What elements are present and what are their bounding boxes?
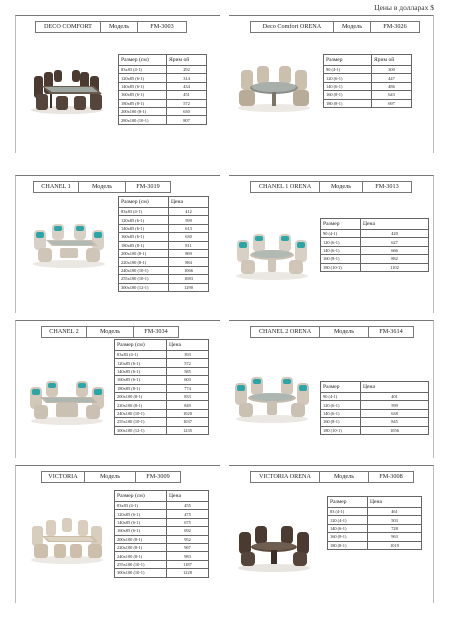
product-name: CHANEL 1 ORENA — [250, 181, 320, 193]
size-cell: 83x83 (4-1) — [115, 502, 167, 510]
product-name: VICTORIA — [41, 471, 85, 483]
model-code: FM-3026 — [370, 21, 420, 33]
table-row — [115, 527, 209, 535]
table-row — [115, 535, 209, 543]
table-row — [119, 241, 209, 249]
size-cell: 180 (10-1) — [321, 263, 361, 271]
panel-header — [36, 21, 187, 33]
size-cell: 140 (6-1) — [321, 246, 361, 254]
size-cell: 83 (4-1) — [328, 508, 368, 516]
panel-chanel-2 — [15, 320, 220, 458]
size-cell: 255x100 (10-1) — [115, 560, 167, 568]
product-name: CHANEL 2 — [41, 326, 87, 338]
panel-chanel-2-orena — [229, 320, 434, 458]
price-column-header: Цена — [169, 197, 209, 208]
size-cell: 200x100 (8-1) — [115, 392, 167, 400]
size-cell: 180 (8-1) — [324, 99, 372, 107]
panel-chanel-1 — [15, 175, 220, 313]
price-cell: 884 — [169, 258, 209, 266]
price-cell: 412 — [169, 208, 209, 216]
size-column-header: Размер — [321, 382, 361, 393]
price-cell: 572 — [167, 359, 209, 367]
price-cell: 1056 — [361, 426, 429, 434]
furniture-set-image — [28, 212, 110, 270]
price-cell: 675 — [167, 518, 209, 526]
price-cell: 728 — [368, 524, 422, 532]
price-cell: 983 — [167, 552, 209, 560]
size-cell: 280x100 (10-1) — [119, 116, 167, 124]
price-cell: 638 — [361, 409, 429, 417]
price-cell: 869 — [169, 249, 209, 257]
model-label: Модель — [84, 471, 136, 483]
furniture-set-image — [26, 508, 108, 566]
price-cell: 882 — [361, 255, 429, 263]
size-cell: 140x85 (6-1) — [115, 367, 167, 375]
price-cell: 401 — [361, 393, 429, 401]
table-row — [119, 107, 207, 115]
table-header-row — [324, 55, 412, 66]
price-cell: 292 — [167, 66, 207, 74]
size-cell: 180x85 (8-1) — [119, 99, 167, 107]
size-cell: 160x85 (6-1) — [115, 527, 167, 535]
size-cell: 220x100 (8-1) — [115, 401, 167, 409]
size-cell: 160x85 (6-1) — [115, 376, 167, 384]
product-name: DECO COMFORT — [35, 21, 101, 33]
size-cell: 220x100 (8-1) — [115, 543, 167, 551]
price-cell: 613 — [169, 224, 209, 232]
table-row — [328, 508, 422, 516]
size-cell: 160x85 (6-1) — [119, 233, 169, 241]
table-row — [119, 208, 209, 216]
size-cell: 83x83 (4-1) — [119, 66, 167, 74]
size-cell: 240x100 (8-1) — [115, 552, 167, 560]
price-cell: 1037 — [167, 418, 209, 426]
model-code: FM-3034 — [133, 326, 179, 338]
price-cell: 486 — [372, 82, 412, 90]
price-column-header: Цена — [361, 219, 429, 230]
size-cell: 160 (8-1) — [321, 418, 361, 426]
price-table — [118, 54, 207, 125]
price-table — [118, 196, 209, 292]
price-cell: 599 — [361, 401, 429, 409]
table-header-row — [328, 497, 422, 508]
table-row — [321, 255, 429, 263]
size-cell: 120x85 (6-1) — [119, 216, 169, 224]
panel-deco-comfort — [15, 15, 220, 153]
price-cell: 455 — [167, 502, 209, 510]
panel-victoria-orena — [229, 465, 434, 603]
size-cell: 120 (6-1) — [321, 401, 361, 409]
price-cell: 952 — [167, 535, 209, 543]
size-cell: 200x100 (8-1) — [119, 107, 167, 115]
size-cell: 160 (8-1) — [324, 91, 372, 99]
size-cell: 160 (8-1) — [321, 255, 361, 263]
table-header-row — [115, 340, 209, 351]
price-cell: 603 — [167, 376, 209, 384]
furniture-set-image — [233, 56, 315, 114]
furniture-set-image — [231, 224, 313, 282]
table-row — [324, 82, 412, 90]
size-cell: 140x85 (6-1) — [119, 224, 169, 232]
size-cell: 180x85 (8-1) — [115, 384, 167, 392]
table-row — [119, 266, 209, 274]
price-cell: 1020 — [167, 409, 209, 417]
size-cell: 200x100 (8-1) — [115, 535, 167, 543]
size-cell: 300x100 (12-1) — [119, 283, 169, 291]
model-code: FM-3614 — [368, 326, 414, 338]
size-cell: 255x100 (10-1) — [115, 418, 167, 426]
table-row — [115, 401, 209, 409]
table-row — [115, 376, 209, 384]
panel-header — [42, 471, 181, 483]
table-row — [115, 569, 209, 577]
price-cell: 434 — [167, 82, 207, 90]
model-code: FM-3008 — [368, 471, 414, 483]
table-row — [115, 543, 209, 551]
price-cell: 461 — [368, 508, 422, 516]
size-cell: 300x100 (12-1) — [115, 426, 167, 434]
size-cell: 140x85 (6-1) — [119, 82, 167, 90]
table-row — [119, 283, 209, 291]
price-cell: 1228 — [167, 569, 209, 577]
model-code: FM-3019 — [125, 181, 171, 193]
size-column-header: Размер (см) — [119, 197, 169, 208]
table-header-row — [321, 382, 429, 393]
size-cell: 220x100 (8-1) — [119, 258, 169, 266]
size-cell: 140 (6-1) — [324, 82, 372, 90]
price-cell: 393 — [167, 351, 209, 359]
model-label: Модель — [86, 326, 134, 338]
size-cell: 180x85 (8-1) — [119, 241, 169, 249]
table-header-row — [119, 197, 209, 208]
price-cell: 447 — [372, 74, 412, 82]
price-cell: 1102 — [361, 263, 429, 271]
table-row — [115, 510, 209, 518]
price-cell: 963 — [368, 533, 422, 541]
price-cell: 1290 — [169, 283, 209, 291]
size-cell: 240x100 (10-1) — [115, 409, 167, 417]
size-cell: 140x85 (6-1) — [115, 518, 167, 526]
size-cell: 120 (4-1) — [328, 516, 368, 524]
table-row — [119, 82, 207, 90]
price-column-header: Цена — [368, 497, 422, 508]
model-label: Модель — [100, 21, 138, 33]
table-row — [115, 359, 209, 367]
price-column-header: Ярим ой — [167, 55, 207, 66]
price-cell: 1235 — [167, 426, 209, 434]
table-row — [321, 409, 429, 417]
price-cell: 807 — [167, 116, 207, 124]
table-row — [321, 401, 429, 409]
size-cell: 90 (4-1) — [324, 66, 372, 74]
price-cell: 643 — [372, 91, 412, 99]
table-header-row — [115, 491, 209, 502]
model-label: Модель — [333, 21, 371, 33]
table-row — [324, 91, 412, 99]
panel-chanel-1-orena — [229, 175, 434, 313]
size-column-header: Размер (см) — [119, 55, 167, 66]
table-row — [115, 392, 209, 400]
table-row — [115, 502, 209, 510]
table-row — [321, 418, 429, 426]
price-cell: 503 — [368, 516, 422, 524]
price-cell: 845 — [361, 418, 429, 426]
table-row — [328, 541, 422, 549]
table-row — [119, 216, 209, 224]
table-row — [321, 263, 429, 271]
price-cell: 300 — [372, 66, 412, 74]
table-row — [119, 116, 207, 124]
price-cell: 774 — [167, 384, 209, 392]
table-row — [119, 233, 209, 241]
price-cell: 849 — [167, 401, 209, 409]
price-cell: 666 — [361, 246, 429, 254]
price-cell: 1083 — [169, 275, 209, 283]
panel-deco-comfort-orena — [229, 15, 434, 153]
model-label: Модель — [319, 471, 369, 483]
size-cell: 83x83 (4-1) — [115, 351, 167, 359]
price-cell: 630 — [167, 107, 207, 115]
size-cell: 160x85 (6-1) — [119, 91, 167, 99]
price-cell: 585 — [167, 367, 209, 375]
price-cell: 630 — [169, 233, 209, 241]
table-row — [328, 524, 422, 532]
table-row — [119, 91, 207, 99]
model-label: Модель — [319, 181, 363, 193]
size-cell: 120 (6-1) — [324, 74, 372, 82]
table-row — [321, 238, 429, 246]
table-row — [119, 224, 209, 232]
table-row — [321, 246, 429, 254]
price-column-header: Цена — [361, 382, 429, 393]
size-cell: 90 (4-1) — [321, 393, 361, 401]
price-cell: 1187 — [167, 560, 209, 568]
table-row — [115, 351, 209, 359]
panel-header — [251, 471, 414, 483]
price-table — [323, 54, 412, 108]
price-cell: 627 — [361, 238, 429, 246]
size-cell: 120x85 (6-1) — [119, 74, 167, 82]
price-cell: 1066 — [169, 266, 209, 274]
product-name: CHANEL 1 — [33, 181, 79, 193]
size-cell: 140 (6-1) — [328, 524, 368, 532]
price-cell: 697 — [372, 99, 412, 107]
size-cell: 300x100 (10-1) — [115, 569, 167, 577]
table-header-row — [321, 219, 429, 230]
table-row — [328, 516, 422, 524]
price-table — [320, 381, 429, 435]
table-row — [119, 249, 209, 257]
price-column-header: Ярим ой — [372, 55, 412, 66]
table-row — [115, 409, 209, 417]
table-row — [119, 258, 209, 266]
size-cell: 83x83 (4-1) — [119, 208, 169, 216]
table-row — [119, 275, 209, 283]
size-cell: 120x85 (6-1) — [115, 359, 167, 367]
panel-header — [34, 181, 171, 193]
model-code: FM-3003 — [137, 21, 187, 33]
table-row — [115, 518, 209, 526]
price-column-header: Цена — [167, 491, 209, 502]
panel-header — [251, 181, 412, 193]
furniture-set-image — [26, 369, 108, 427]
size-column-header: Размер — [328, 497, 368, 508]
model-code: FM-3013 — [362, 181, 412, 193]
table-row — [324, 99, 412, 107]
price-table — [320, 218, 429, 272]
price-cell: 572 — [167, 99, 207, 107]
size-cell: 200x100 (8-1) — [119, 249, 169, 257]
price-table — [327, 496, 422, 550]
price-cell: 451 — [167, 91, 207, 99]
size-column-header: Размер — [321, 219, 361, 230]
price-cell: 475 — [167, 510, 209, 518]
panel-header — [42, 326, 179, 338]
panel-victoria — [15, 465, 220, 603]
table-row — [115, 560, 209, 568]
table-row — [324, 66, 412, 74]
price-cell: 811 — [169, 241, 209, 249]
price-cell: 420 — [361, 230, 429, 238]
table-row — [115, 426, 209, 434]
size-cell: 180 (8-1) — [328, 541, 368, 549]
size-cell: 120x85 (6-1) — [115, 510, 167, 518]
size-cell: 90 (4-1) — [321, 230, 361, 238]
table-row — [115, 418, 209, 426]
furniture-set-image — [231, 367, 313, 425]
panel-header — [251, 326, 414, 338]
price-currency-caption: Цены в долларах $ — [374, 3, 434, 12]
table-row — [324, 74, 412, 82]
price-cell: 599 — [169, 216, 209, 224]
price-cell: 833 — [167, 392, 209, 400]
table-row — [115, 367, 209, 375]
product-name: VICTORIA ORENA — [250, 471, 320, 483]
furniture-set-image — [233, 516, 315, 574]
size-column-header: Размер — [324, 55, 372, 66]
model-label: Модель — [319, 326, 369, 338]
panel-header — [251, 21, 420, 33]
price-cell: 314 — [167, 74, 207, 82]
table-row — [328, 533, 422, 541]
furniture-set-image — [26, 58, 108, 116]
table-row — [119, 66, 207, 74]
table-row — [321, 393, 429, 401]
table-row — [115, 384, 209, 392]
price-cell: 1019 — [368, 541, 422, 549]
price-column-header: Цена — [167, 340, 209, 351]
price-cell: 967 — [167, 543, 209, 551]
size-cell: 140 (6-1) — [321, 409, 361, 417]
model-code: FM-3009 — [135, 471, 181, 483]
size-cell: 180 (10-1) — [321, 426, 361, 434]
price-table — [114, 490, 209, 578]
table-row — [321, 426, 429, 434]
table-header-row — [119, 55, 207, 66]
size-cell: 255x100 (10-1) — [119, 275, 169, 283]
price-cell: 692 — [167, 527, 209, 535]
table-row — [119, 74, 207, 82]
size-cell: 160 (8-1) — [328, 533, 368, 541]
model-label: Модель — [78, 181, 126, 193]
product-name: CHANEL 2 ORENA — [250, 326, 320, 338]
size-cell: 240x100 (10-1) — [119, 266, 169, 274]
table-row — [119, 99, 207, 107]
size-column-header: Размер (см) — [115, 491, 167, 502]
size-cell: 120 (6-1) — [321, 238, 361, 246]
table-row — [115, 552, 209, 560]
size-column-header: Размер (см) — [115, 340, 167, 351]
product-name: Deco Comfort ORENA — [250, 21, 334, 33]
table-row — [321, 230, 429, 238]
price-table — [114, 339, 209, 435]
